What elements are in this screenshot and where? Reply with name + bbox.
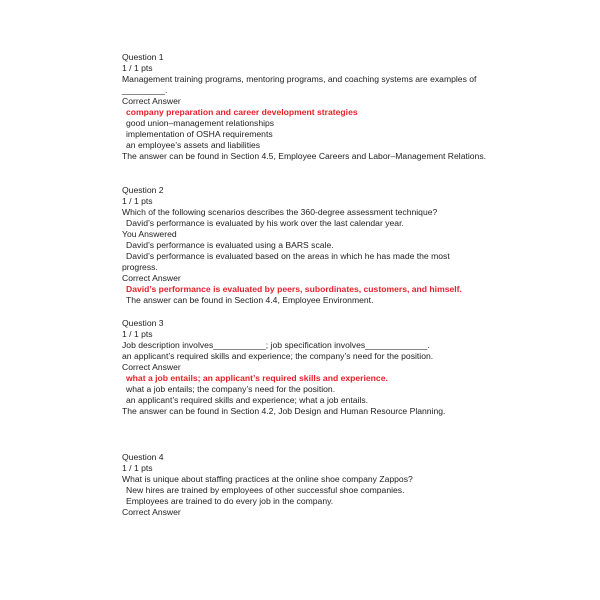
answer-option: an applicant’s required skills and experience; what a job entails.: [126, 395, 369, 405]
question-title: Question 4: [122, 452, 164, 462]
answer-option: implementation of OSHA requirements: [126, 129, 273, 139]
question-prompt: What is unique about staffing practices at the online shoe company Zappos?: [122, 474, 413, 484]
question-score: 1 / 1 pts: [122, 329, 153, 339]
you-answered-label: You Answered: [122, 229, 177, 239]
question-3: [122, 318, 482, 417]
answer-option: good union–management relationships: [126, 118, 275, 128]
question-prompt: Job description involves___________; job specification involves_____________.: [122, 340, 430, 350]
answer-option: what a job entails; the company’s need for the position.: [126, 384, 336, 394]
question-2: [122, 185, 482, 306]
correct-answer: David’s performance is evaluated by peers, subordinates, customers, and himself.: [126, 284, 462, 294]
question-score: 1 / 1 pts: [122, 196, 153, 206]
answer-option: Employees are trained to do every job in the company.: [126, 496, 334, 506]
correct-answer-label: Correct Answer: [122, 96, 181, 106]
answer-option-continued: progress.: [122, 262, 158, 272]
answer-option: an employee’s assets and liabilities: [126, 140, 261, 150]
answer-option: David’s performance is evaluated using a BARS scale.: [126, 240, 334, 250]
answer-option: David’s performance is evaluated based on the areas in which he has made the most: [126, 251, 450, 261]
answer-option: David’s performance is evaluated by his work over the last calendar year.: [126, 218, 404, 228]
answer-option: an applicant’s required skills and experience; the company’s need for the position.: [122, 351, 434, 361]
correct-answer: company preparation and career development strategies: [126, 107, 358, 117]
answer-reference: The answer can be found in Section 4.2, Job Design and Human Resource Planning.: [122, 406, 446, 416]
answer-option: New hires are trained by employees of other successful shoe companies.: [126, 485, 405, 495]
correct-answer-label: Correct Answer: [122, 507, 181, 517]
question-prompt: Management training programs, mentoring programs, and coaching systems are examples of: [122, 74, 477, 84]
correct-answer-label: Correct Answer: [122, 273, 181, 283]
correct-answer: what a job entails; an applicant’s required skills and experience.: [126, 373, 388, 383]
question-1: [122, 52, 487, 162]
question-score: 1 / 1 pts: [122, 463, 153, 473]
question-prompt: Which of the following scenarios describes the 360-degree assessment technique?: [122, 207, 438, 217]
correct-answer-label: Correct Answer: [122, 362, 181, 372]
question-score: 1 / 1 pts: [122, 63, 153, 73]
question-prompt-continued: _________.: [122, 85, 168, 95]
question-title: Question 3: [122, 318, 164, 328]
answer-reference: The answer can be found in Section 4.4, Employee Environment.: [126, 295, 374, 305]
question-title: Question 2: [122, 185, 164, 195]
question-title: Question 1: [122, 52, 164, 62]
answer-reference: The answer can be found in Section 4.5, Employee Careers and Labor–Management Relations.: [122, 151, 487, 161]
question-4: [122, 452, 482, 518]
